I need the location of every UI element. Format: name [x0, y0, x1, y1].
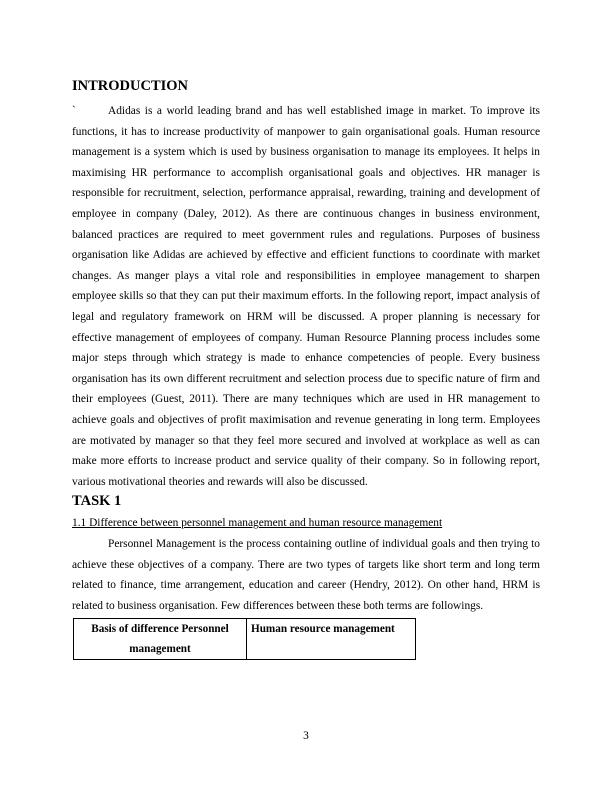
introduction-heading: INTRODUCTION	[72, 78, 189, 94]
introduction-text: Adidas is a world leading brand and has well established image in market. To improve its functions, it has to increase productivity of manpower to gain organisational goals. Human resource management is a system which is used by business organisation to manage its employees. It helps in maximising HR performance to accomplish organisational goals and objectives. HR manager is responsible for recruitment, selection, performance appraisal, rewarding, training and development of employee in company (Daley, 2012). As there are continuous changes in business environment, balanced practices are required to meet government rules and regulations. Purposes of business organisation like Adidas are achieved by effective and efficient functions to coordinate with market changes. As manger plays a vital role and responsibilities in employee management to sharpen employee skills so that they can put their maximum efforts. In the following report, impact analysis of legal and regulatory framework on HRM will be discussed. A proper planning is necessary for effective management of employees of company. Human Resource Planning process includes some major steps through which strategy is made to enhance competencies of people. Every business organisation has its own different recruitment and selection process due to specific nature of firm and their employees (Guest, 2011). There are many techniques which are used in HR management to achieve goals and objectives of profit maximisation and revenue generating in long term. Employees are motivated by manager so that they feel more secured and involved at workplace as well as can make more efforts to increase product and service quality of their company. So in following report, various motivational theories and rewards will also be discussed.	[72, 105, 540, 488]
task1-paragraph	[72, 534, 540, 616]
table-header-basis: Basis of difference Personnel management	[74, 618, 247, 659]
page-number: 3	[303, 730, 309, 742]
introduction-paragraph	[72, 101, 540, 492]
page-content	[72, 77, 540, 660]
table-header-row	[74, 618, 416, 659]
backtick-mark: `	[72, 105, 76, 117]
section-1-1-subheading: 1.1 Difference between personnel management and human resource management	[72, 517, 443, 530]
difference-table	[73, 618, 416, 660]
task1-text: Personnel Management is the process containing outline of individual goals and then trying to achieve these objectives of a company. There are two types of targets like short term and long term related to finance, time arrangement, education and career (Hendry, 2012). On other hand, HRM is related to business organisation. Few differences between these both terms are followings.	[72, 538, 540, 613]
table-header-hrm: Human resource management	[247, 618, 416, 659]
task1-heading: TASK 1	[72, 493, 122, 510]
